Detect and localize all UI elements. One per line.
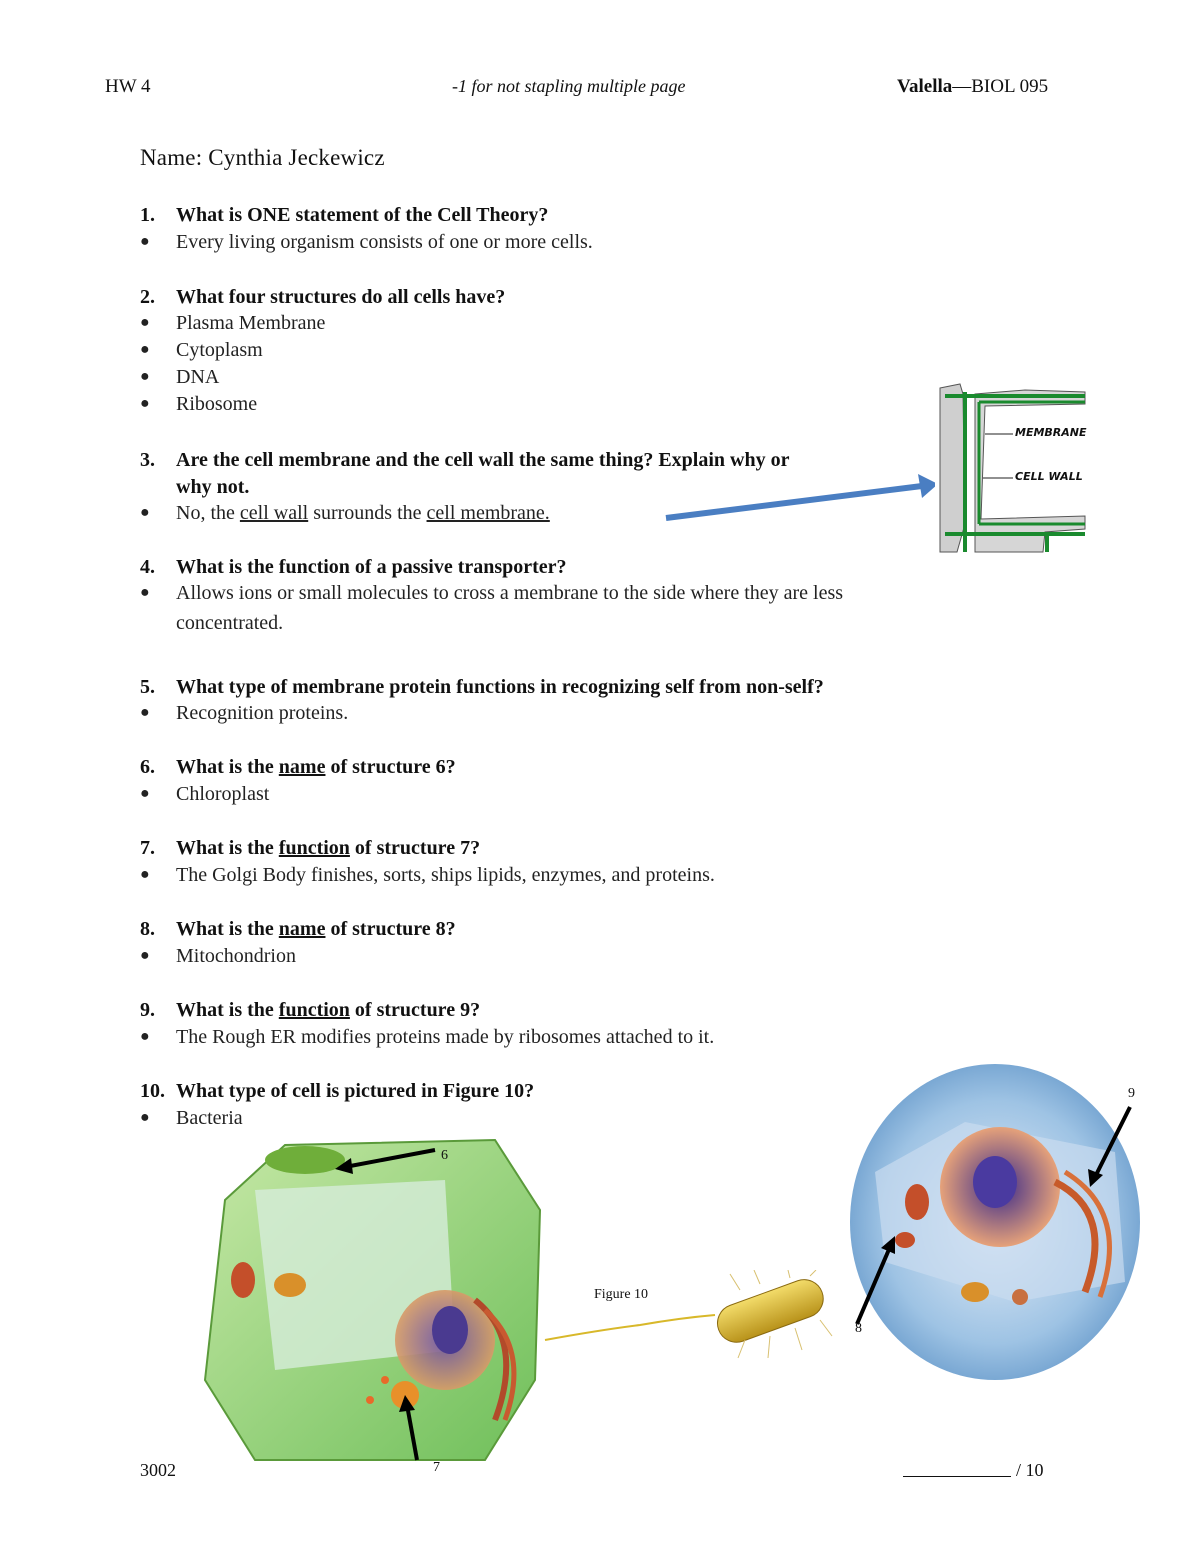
answer-text: Plasma Membrane [176,312,326,334]
question-number: 8. [140,918,155,940]
question-number: 6. [140,756,155,778]
bullet-icon: ● [140,341,150,358]
answer-7 [140,860,715,890]
header-right [897,76,1048,98]
bullet-icon: ● [140,1109,150,1126]
answer-3 [140,498,550,528]
question-number: 1. [140,204,155,226]
membrane-label: MEMBRANE [1015,426,1087,439]
bullet-icon: ● [140,704,150,721]
answer-text: No, the cell wall surrounds the cell membrane. [176,502,550,524]
question-text: What is the function of a passive transporter? [176,556,567,578]
chloroplast-shape [265,1146,345,1174]
question-3-cont [140,474,249,501]
question-number: 7. [140,837,155,859]
animal-cell-illustration [845,1062,1145,1392]
bullet-icon: ● [140,233,150,250]
plant-cell-illustration [195,1130,555,1470]
question-5 [140,674,824,701]
answer-text: Bacteria [176,1107,243,1129]
question-text: What four structures do all cells have? [176,286,506,308]
answer-9 [140,1022,714,1052]
label-7: 7 [433,1460,440,1475]
answer-text: Recognition proteins. [176,702,349,724]
header-author: Valella [897,76,953,97]
question-text: What type of cell is pictured in Figure 10? [176,1080,535,1102]
answer-2a [140,308,325,338]
question-9 [140,997,480,1024]
bacterium-illustration [540,1270,840,1380]
header-course: —BIOL 095 [952,76,1049,97]
answer-4-cont [140,608,283,638]
score-blank-line [903,1476,1011,1477]
question-4 [140,554,567,581]
bullet-icon: ● [140,314,150,331]
question-text: Are the cell membrane and the cell wall the same thing? Explain why or [176,449,790,471]
question-text: What type of membrane protein functions in recognizing self from non-self? [176,676,824,698]
question-10 [140,1078,534,1105]
answer-text: Ribosome [176,393,258,415]
question-number: 3. [140,449,155,471]
answer-text: Chloroplast [176,783,270,805]
footer-score: / 10 [1016,1460,1044,1480]
answer-2b [140,335,263,365]
bullet-icon: ● [140,785,150,802]
bullet-icon: ● [140,395,150,412]
answer-text: concentrated. [176,612,284,634]
bullet-icon: ● [140,947,150,964]
answer-2c [140,362,219,392]
answer-8 [140,941,296,971]
question-text: What is the name of structure 8? [176,918,456,940]
bullet-icon: ● [140,504,150,521]
question-number: 2. [140,286,155,308]
bullet-icon: ● [140,1028,150,1045]
student-name: Name: Cynthia Jeckewicz [140,145,385,170]
answer-4 [140,578,843,608]
answer-text: Allows ions or small molecules to cross a membrane to the side where they are less [176,582,844,604]
answer-text: Every living organism consists of one or more cells. [176,231,593,253]
question-number: 9. [140,999,155,1021]
answer-text: Cytoplasm [176,339,263,361]
answer-1 [140,227,593,257]
question-number: 10. [140,1080,165,1102]
label-6: 6 [441,1148,448,1163]
header-center-note: -1 for not stapling multiple page [452,76,686,96]
footer-page-code: 3002 [140,1460,176,1480]
label-8: 8 [855,1321,862,1336]
bullet-icon: ● [140,584,150,601]
question-text: What is the function of structure 7? [176,837,481,859]
question-8 [140,916,456,943]
answer-2d [140,389,257,419]
answer-10 [140,1103,243,1133]
label-9: 9 [1128,1086,1135,1101]
answer-text: The Golgi Body finishes, sorts, ships lipids, enzymes, and proteins. [176,864,715,886]
question-number: 5. [140,676,155,698]
membrane-cell-wall-diagram [935,374,1095,554]
answer-text: The Rough ER modifies proteins made by ribosomes attached to it. [176,1026,715,1048]
answer-5 [140,698,348,728]
bullet-icon: ● [140,866,150,883]
question-text: What is ONE statement of the Cell Theory? [176,204,549,226]
question-number: 4. [140,556,155,578]
bullet-icon: ● [140,368,150,385]
header-left: HW 4 [105,76,151,97]
membrane-diagram-graphic [935,374,1095,554]
cell-wall-label: CELL WALL [1015,470,1083,483]
question-7 [140,835,480,862]
pointer-arrow [660,470,950,530]
answer-text: Mitochondrion [176,945,296,967]
question-1 [140,202,548,229]
question-text: What is the name of structure 6? [176,756,456,778]
question-2 [140,284,505,311]
figure-10-label: Figure 10 [594,1287,649,1302]
answer-text: DNA [176,366,220,388]
answer-6 [140,779,269,809]
question-text: why not. [176,476,250,498]
question-6 [140,754,456,781]
question-text: What is the function of structure 9? [176,999,481,1021]
